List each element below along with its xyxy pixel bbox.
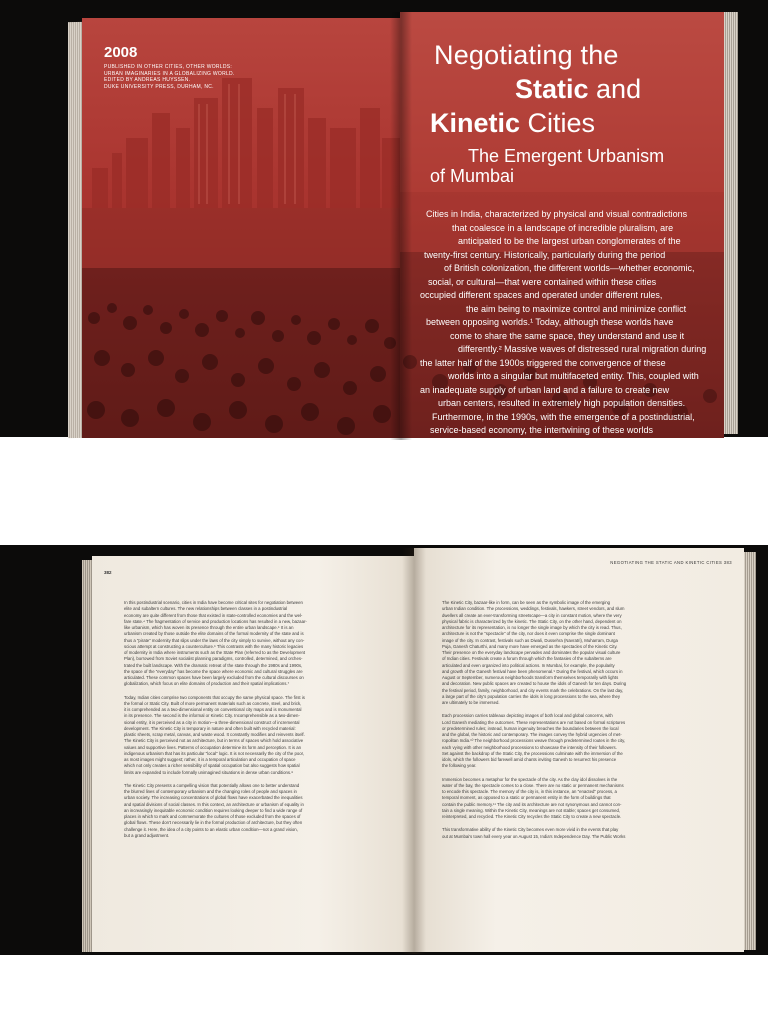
intro-line: between opposing worlds.¹ Today, although these worlds have: [426, 317, 674, 327]
body-line: economy are quite different from those that existed in state-controlled economies and the wel-: [124, 612, 303, 618]
title-word-kinetic: Kinetic: [430, 108, 521, 138]
intro-paragraph: [420, 208, 716, 451]
body-line: development. The Kinetic City is temporary in nature and often built with recycled material:: [124, 725, 296, 731]
body-line: and decoration. New public spaces are created to house the idols of Ganesh for ten days. During: [442, 681, 627, 687]
body-line: limits are expanded to include formally unimagined situations in dense urban conditions.⁸: [124, 769, 294, 775]
body-line: and spatial divisions of social classes. In this context, an architecture or urbanism of equality in: [124, 801, 304, 807]
body-line: are ultimately to be immersed.: [442, 700, 500, 705]
body-line: like urbanism, which has woven its presence through the entire urban landscape.⁵ It is an: [124, 625, 294, 630]
body-line: urbanism created by those outside the elite domains of the formal modernity of the state and is: [124, 631, 304, 637]
body-line: trated the built landscape. With the dramatic retreat of the state through the 1980s and 1990s,: [124, 662, 303, 668]
body-line: or predetermined rules; instead, human ingenuity breaches the boundaries between the local: [442, 725, 619, 731]
body-line: In this postindustrial scenario, cities in India have become critical sites for negotiation between: [124, 600, 303, 605]
running-head-right: NEGOTIATING THE STATIC AND KINETIC CITIES 383: [610, 560, 732, 565]
intro-line: urban centers, resulted in extremely high population densities.: [438, 398, 686, 408]
body-paragraph: [442, 600, 724, 706]
body-line: of Indian cities. Festivals create a forum through which the fantasies of the subalterns are: [442, 656, 612, 662]
body-line: water of the bay, the spectacle comes to a close. There are no static or permanent mechanisms: [442, 782, 624, 788]
left-photo-page: [82, 18, 400, 438]
body-line: architecture for its representation, is no longer the single image by which the city is read. Thus,: [442, 625, 622, 630]
body-line: Plan), borrowed from Soviet socialist planning paradigms, controlled, determined, and orches-: [124, 656, 303, 662]
chapter-subtitle-line2: of Mumbai: [430, 166, 515, 186]
body-line: as most images might suggest; rather, it is a temporal articulation and occupation of space: [124, 757, 296, 762]
intro-line: Furthermore, in the 1990s, with the emergence of a postindustrial,: [432, 411, 695, 422]
body-line: plastic sheets, scrap metal, canvas, and waste wood. It constantly modifies and reinvents itself.: [124, 732, 305, 737]
pub-line: EDITED BY ANDREAS HUYSSEN.: [104, 77, 191, 83]
page-stack-right: [742, 552, 756, 950]
body-line: Their presence on the everyday landscape pervades and dominates the popular visual culture: [442, 650, 621, 655]
body-line: image of the city. In contrast, festivals such as Diwali, Dussehra (Navratri), Muharram, Durga: [442, 637, 618, 643]
body-line: which not only creates a richer sensibility of spatial occupation but also suggests how spatial: [124, 763, 300, 769]
intro-line: come to share the same space, they understand and use it: [450, 330, 685, 341]
body-line: urban Indian condition. The processions, weddings, festivals, hawkers, street vendors, and slum: [442, 606, 625, 612]
publication-year: 2008: [104, 44, 138, 61]
intro-line: an inadequate supply of urban land and a failure to create new: [420, 384, 670, 395]
body-line: the space of the "everyday" has become the space where economic and cultural struggles are: [124, 668, 303, 674]
page-number-left: 382: [104, 570, 112, 575]
body-line: Lord Ganesh mediating the outcomes. These representations are not based on formal scriptures: [442, 719, 626, 725]
body-line: architecture is not the "spectacle" of the city, nor does it even comprise the single dominant: [442, 631, 615, 637]
intro-line: Cities in India, characterized by physical and visual contradictions: [426, 209, 688, 219]
body-line: articulated and even organized into political actions. In Mumbai, for example, the popularity: [442, 662, 615, 668]
intro-line: social, or cultural—that were contained within these cities: [428, 276, 657, 287]
intro-line: anticipated to be the largest urban conglomerates of the: [458, 236, 681, 246]
body-paragraph: [124, 600, 396, 688]
intro-line: differently.² Massive waves of distressed rural migration during: [458, 344, 707, 354]
body-line: indigenous urbanism that has its particular "local" logic. It is not necessarily the city of the poor,: [124, 750, 305, 756]
title-word-static: Static: [515, 74, 589, 104]
body-line: idols, which the followers bid farewell amid chants inviting Ganesh to resurrect his presence: [442, 757, 617, 762]
body-paragraph: [124, 695, 396, 776]
text-spread: [92, 548, 744, 956]
body-line: Puja, Ganesh Chaturthi, and many more have emerged as the spectacles of the Kinetic City.: [442, 643, 618, 649]
intro-line: worlds into a singular but multifaceted entity. This, coupled with: [448, 371, 699, 381]
book-gutter: [390, 12, 412, 440]
body-line: thus a "pirate" modernity that slips under the laws of the city simply to survive, without any con-: [124, 637, 305, 643]
body-paragraph: [124, 783, 396, 839]
body-line: temporal moment, as opposed to a static or permanent entity in the form of buildings that: [442, 795, 611, 801]
body-line: contain the public memory.¹¹ The city and its architecture are not synonymous and cannot con-: [442, 801, 622, 807]
body-line: a large part of the city's population carries the idols in long processions to the sea, where they: [442, 693, 621, 699]
body-line: This transformative ability of the Kinetic City becomes even more vivid in the events that play: [442, 827, 619, 833]
intro-line: that coalesce in a landscape of incredible pluralism, are: [452, 222, 674, 233]
body-line: the following year.: [442, 763, 477, 769]
body-line: and the global, the historic and contemporary. The images convey the hybrid urgencies of met-: [442, 732, 622, 737]
body-line: fare state.⁴ The fragmentation of service and production locations has resulted in a new, bazaar-: [124, 618, 307, 624]
left-text-column: [124, 600, 396, 846]
body-line: physical fabric is characterized by the kinetic. The Static City, on the other hand, dependent on: [442, 618, 622, 624]
body-line: values and supportive lives. Patterns of occupation determine its form and perception. It is an: [124, 744, 301, 750]
chapter-title-line1: Negotiating the: [434, 40, 619, 70]
body-line: dwellers all create an ever-transforming streetscape—a city in constant motion, where the very: [442, 612, 622, 618]
body-line: each vying with other neighborhood processions to showcase the intensity of their followers.: [442, 744, 617, 750]
body-paragraph: [442, 827, 724, 840]
pub-line: URBAN IMAGINARIES IN A GLOBALIZING WORLD.: [104, 70, 235, 77]
body-line: globalization, which focus on elite domains of production and their spatial implications.⁷: [124, 681, 290, 687]
body-line: reinterpreted, and recycled. The Kinetic City recycles the Static City to create a new spectacle.: [442, 814, 622, 819]
body-line: Today, Indian cities comprise two components that occupy the same physical space. The first is: [124, 694, 305, 700]
title-word-cities: Cities: [520, 108, 596, 138]
body-line: global flows. These don't necessarily lie in the formal production of architecture, but they often: [124, 820, 303, 826]
pub-line: PUBLISHED IN OTHER CITIES, OTHER WORLDS:: [104, 64, 233, 70]
body-line: Immersion becomes a metaphor for the spectacle of the city. As the clay idol dissolves in the: [442, 776, 618, 782]
scan-footer: [0, 955, 768, 1024]
body-line: articulated. These common spaces have been largely excluded from the cultural discourses on: [124, 675, 304, 680]
body-line: ropolitan India.¹⁰ The neighborhood processions weave through predetermined routes in the city,: [442, 738, 626, 744]
body-line: challenge it. Here, the idea of a city points to an elastic urban condition—not a grand vision,: [124, 826, 298, 832]
body-line: in its presence. The second is the informal or Kinetic City. Incomprehensible as a two-dimen-: [124, 713, 300, 719]
body-line: August or September, numerous neighborhoods transform themselves temporarily with lights: [442, 675, 619, 680]
chapter-title-line2: [515, 74, 641, 105]
body-line: out at Mumbai's town hall every year on August 15, India's Independence Day. The Public Works: [442, 833, 626, 839]
body-line: but a grand adjustment.: [124, 832, 170, 838]
body-line: The Kinetic City, bazaar-like in form, can be seen as the symbolic image of the emerging: [442, 600, 611, 605]
intro-line: twenty-first century. Historically, particularly during the period: [424, 249, 666, 260]
scan-gap: [0, 437, 768, 545]
body-line: and growth of the Ganesh festival have been phenomenal.⁹ During the festival, which occurs in: [442, 668, 623, 674]
book-gutter: [402, 548, 426, 954]
page-stack-right: [722, 12, 738, 434]
body-line: Set against the backdrop of the Static City, the processions culminate with the immersion of the: [442, 750, 623, 756]
body-line: sional entity, it is perceived as a city in motion—a three-dimensional construct of incremental: [124, 719, 300, 725]
pub-line: DUKE UNIVERSITY PRESS, DURHAM, NC.: [104, 83, 214, 90]
chapter-subtitle-line1: The Emergent Urbanism: [468, 146, 665, 166]
body-line: tain a single meaning. Within the Kinetic City, meanings are not stable; spaces get consumed,: [442, 807, 621, 813]
body-line: the formal or Static City. Built of more permanent materials such as concrete, steel, and brick,: [124, 700, 302, 706]
body-line: an increasingly inequitable economic condition requires looking deeper to find a wide range of: [124, 807, 303, 813]
intro-line: occupied different spaces and operated under different rules,: [420, 290, 663, 300]
body-paragraph: [442, 713, 724, 769]
intro-line: of British colonization, the different worlds—whether economic,: [444, 263, 695, 273]
body-line: of modernity in India where instruments such as the State Plan (referred to as the Development: [124, 650, 306, 655]
body-line: Each procession carries tableaux depicting images of both local and global concerns, with: [442, 713, 613, 719]
body-line: The Kinetic City presents a compelling vision that potentially allows one to better understand: [124, 782, 300, 788]
body-line: the festival period, family, neighborhood, and city events mark the celebrations. On the last day,: [442, 687, 624, 693]
body-line: The Kinetic City is perceived not as architecture, but in terms of spaces which hold associative: [124, 738, 304, 744]
right-text-column: [442, 600, 724, 847]
intro-line: the aim being to maximize control and minimize conflict: [466, 303, 687, 314]
body-paragraph: [442, 777, 724, 821]
intro-line: within the same space became even more intense.³: [460, 438, 666, 449]
body-line: to encode this spectacle. The memory of the city is, in this instance, an "enacted" process, a: [442, 789, 617, 794]
intro-line: the latter half of the 1900s triggered the convergence of these: [420, 357, 666, 368]
body-line: it is comprehended as a two-dimensional entity on conventional city maps and is monumental: [124, 707, 302, 712]
intro-line: service-based economy, the intertwining of these worlds: [430, 425, 653, 435]
body-line: places in which to mark and commemorate the cultures of those excluded from the spaces of: [124, 814, 301, 819]
body-line: urban society. The increasing concentrations of global flows have exacerbated the inequalities: [124, 795, 303, 801]
publication-info: [104, 64, 235, 90]
body-line: the blurred lines of contemporary urbanism and the changing roles of people and spaces in: [124, 789, 297, 794]
body-line: elite and subaltern cultures. The new relationships between classes in a postindustrial: [124, 606, 288, 612]
chapter-title-line3: [430, 108, 595, 139]
body-line: scious attempt at constructing a counterculture.⁶ This contrasts with the many historic legacies: [124, 643, 304, 649]
title-word-and: and: [588, 74, 642, 104]
